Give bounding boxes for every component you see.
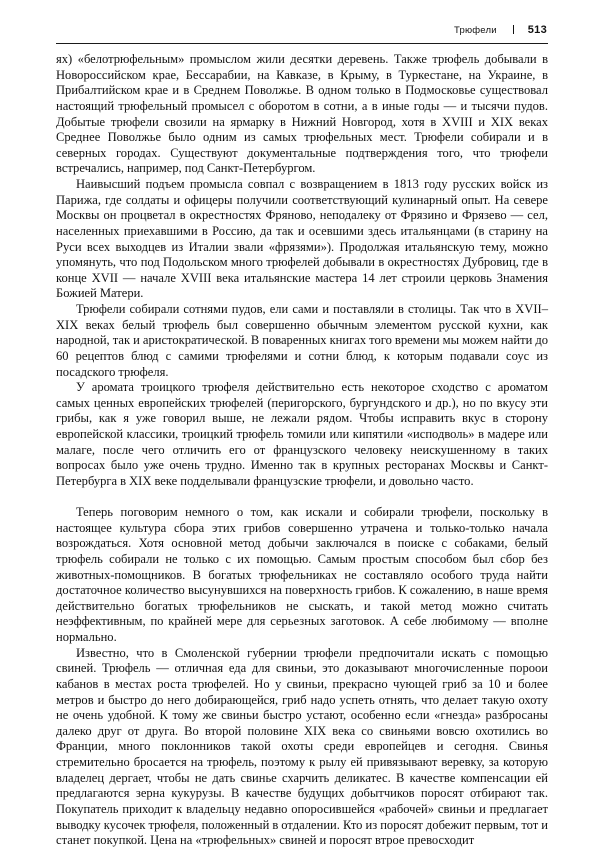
body-paragraph: У аромата троицкого трюфеля действительно есть некоторое сходство с ароматом самых ценных европейских трюфелей (перигорского, бургундского и др.), но по вкусу эти грибы, как я уже говорил выше, не лежали рядом. Чтобы исправить вкус в сторону европейской классики, троицкий трюфель томили или кипятили «исподволь» в мадере или малаге, после чего отличить его от французского человеку неискушенному в таких вопросах было уже очень трудно. Именно так в крупных ресторанах Москвы и Санкт-Петербурга в XIX веке подделывали французские трюфели, и довольно часто. [56, 380, 548, 488]
page-number: 513 [527, 24, 547, 36]
body-paragraph: Наивысший подъем промысла совпал с возвращением в 1813 году русских войск из Парижа, где солдаты и офицеры получили соответствующий кулинарный опыт. На севере Москвы он процветал в окрестностях Фряново, неподалеку от Фрязино и Фрязево — сел, населенных приехавшими в Россию, да так и осевшими здесь итальянцами (в старину на Руси всех выходцев из Италии звали «фрязями»). Продолжая итальянскую тему, можно упомянуть, что под Подольском много трюфелей добывали в окрестностях Дубровиц, где в конце XVII — начале XVIII века итальянские мастера 14 лет строили церковь Знамения Божией Матери. [56, 177, 548, 301]
body-paragraph: ях) «белотрюфельным» промыслом жили десятки деревень. Также трюфель добывали в Новороссийском крае, Бессарабии, на Кавказе, в Крыму, в Туркестане, на Украине, в Прибалтийском крае и в Среднем Поволжье. В одном только в Подмосковье существовал настоящий трюфельный промысел с оборотом в сотни, а в иные годы — и тысячи пудов. Добытые трюфели свозили на ярмарку в Нижний Новгород, хотя в XVIII и XIX веках Среднее Поволжье было одним из самых трюфельных мест. Трюфели собирали и в северных городах. Существуют документальные подтверждения того, что трюфели встречались, например, под Санкт-Петербургом. [56, 52, 548, 176]
running-head [56, 24, 548, 48]
running-head-rule [56, 43, 548, 44]
body-paragraph: Трюфели собирали сотнями пудов, ели сами и поставляли в столицы. Так что в XVII–XIX веках белый трюфель был совершенно обычным элементом русской кухни, как народной, так и аристократической. В поваренных книгах того времени мы можем найти до 60 рецептов блюд с самими трюфелями и сотни блюд, к которым подавали соус из посадского трюфеля. [56, 302, 548, 379]
running-head-title: Трюфели [454, 25, 497, 36]
body-paragraph: Теперь поговорим немного о том, как искали и собирали трюфели, поскольку в настоящее культура сбора этих грибов совершенно утрачена и только-только начала возрождаться. Хотя основной метод добычи заключался в поиске с собаками, белый трюфель собирали не только с их помощью. Самым простым способом был сбор без животных-помощников. В богатых трюфельниках не составляло особого труда найти достаточное количество высунувшихся на поверхность грибов. К сожалению, в наше время действительно богатых трюфельников не сыскать, и такой метод можно считать неэффективным, по крайней мере для серьезных заготовок. А себе любимому — вполне нормально. [56, 505, 548, 645]
running-head-separator [513, 25, 514, 34]
running-head-inner [454, 24, 548, 36]
body-paragraph: Известно, что в Смоленской губернии трюфели предпочитали искать с помощью свиней. Трюфель — отличная еда для свиньи, это доказывают многочисленные пороои кабанов в местах роста трюфелей. Но у свиньи, прекрасно чующей гриб за 10 и более метров и быстро до него добирающейся, гриб надо успеть отнять, что делает такую охоту не очень удобной. К тому же свиньи быстро устают, особенно если «гнезда» разбросаны далеко друг от друга. Во второй половине XIX века со свиньями вовсю охотились во Франции, много поклонников такой охоты среди европейцев и сегодня. Свинья стремительно бросается на трюфель, поэтому к рылу ей привязывают веревку, за которую владелец дергает, чтобы не дать свинье схарчить деликатес. В качестве компенсации ей предлагаются зерна кукурузы. В качестве будущих добытчиков поросят отбирают так. Покупатель приходит к владельцу недавно опоросившейся «рабочей» свиньи и предлагает выводку кусочек трюфеля, положенный в отдалении. Кто из поросят добежит первым, тот и станет покупкой. Цена на «трюфельных» свиней и поросят втрое превосходит [56, 645, 548, 848]
body-text-column [56, 52, 548, 849]
